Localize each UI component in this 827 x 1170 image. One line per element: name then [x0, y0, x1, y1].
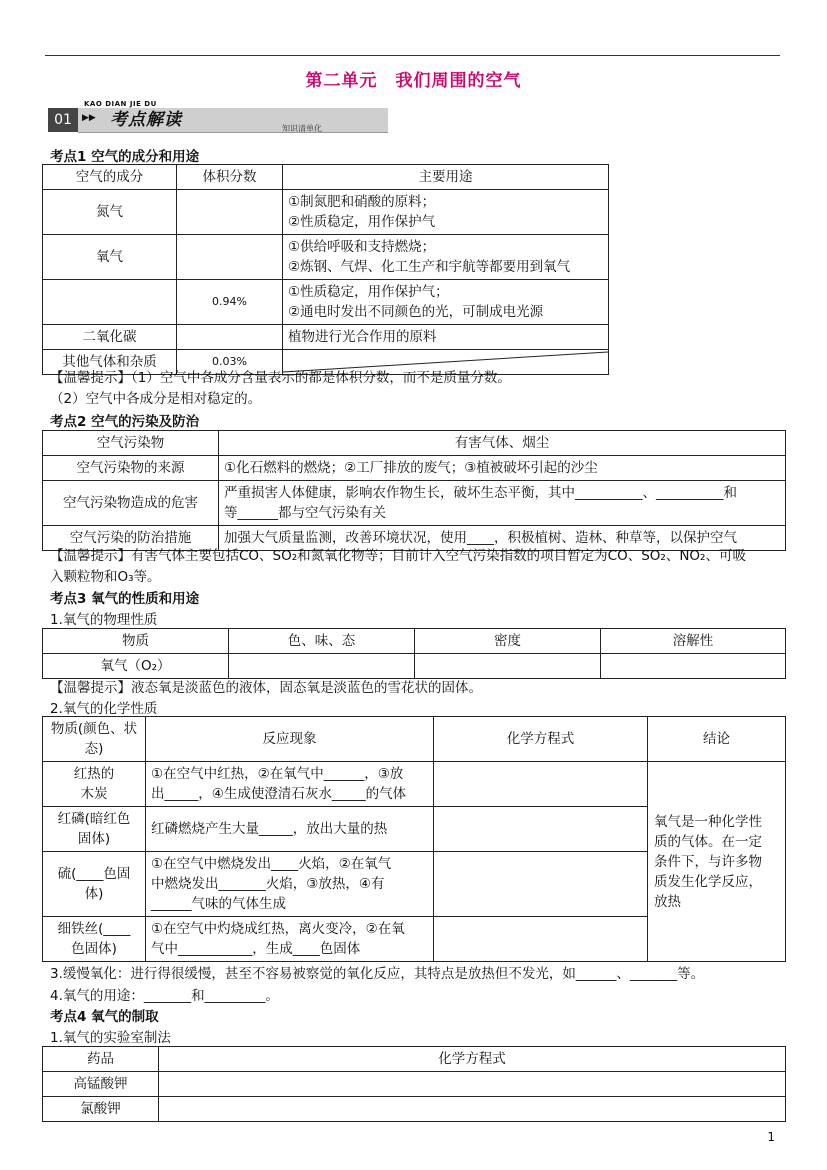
col-header: 主要用途	[283, 165, 609, 190]
k3-slow-oxidation: 3.缓慢氧化：进行得很缓慢，甚至不容易被察觉的氧化反应，其特点是放热但不发光，如______、_______等。	[50, 966, 705, 982]
col-header: 体积分数	[177, 165, 283, 190]
gas-name: 氧气	[43, 235, 177, 280]
equation-cell	[159, 1072, 786, 1097]
use-line: ①性质稳定，用作保护气；	[288, 284, 449, 300]
reagent-cell: 氯酸钾	[43, 1097, 159, 1122]
table-row	[43, 235, 609, 280]
phenomenon-line: ①在空气中红热，②在氧气中______，③放	[151, 766, 404, 782]
gas-name: 其他气体和杂质	[43, 350, 177, 375]
k2-tip2: 入颗粒物和O₃等。	[50, 569, 161, 585]
preparation-table	[42, 1046, 786, 1122]
equation-cell	[434, 852, 648, 917]
phenomenon-line: ______气味的气体生成	[151, 896, 286, 912]
row-label: 空气污染物	[43, 431, 219, 456]
equation-cell	[434, 762, 648, 807]
top-rule	[45, 55, 780, 56]
substance-line: 色固体)	[71, 941, 117, 957]
table-header-row	[43, 717, 786, 762]
table-header-row	[43, 165, 609, 190]
use-line: ①供给呼吸和支持燃烧；	[288, 239, 436, 255]
table-row	[43, 654, 786, 679]
gas-name: 氮气	[43, 190, 177, 235]
use-line: ②炼钢、气焊、化工生产和宇航等都要用到氧气	[288, 259, 571, 275]
equation-cell	[159, 1097, 786, 1122]
col-header: 化学方程式	[159, 1047, 786, 1072]
col-header: 溶解性	[601, 629, 786, 654]
col-header: 空气的成分	[43, 165, 177, 190]
row-label: 空气污染物造成的危害	[43, 481, 219, 526]
substance-line: 硫(____色固	[57, 866, 131, 882]
banner-underline	[78, 132, 388, 133]
table-row	[43, 325, 609, 350]
conclusion-line: 质发生化学反应，	[654, 873, 762, 890]
phenomenon-line: 气中___________，生成____色固体	[151, 941, 361, 957]
chemical-properties-table	[42, 716, 786, 962]
row-value: ①化石燃料的燃烧；②工厂排放的废气；③植被破坏引起的沙尘	[219, 456, 786, 481]
col-header: 结论	[648, 717, 786, 762]
table-row	[43, 431, 786, 456]
phenomenon-cell: 红磷燃烧产生大量_____，放出大量的热	[146, 807, 434, 852]
substance-line: 木炭	[80, 786, 108, 802]
k1-heading: 考点1 空气的成分和用途	[50, 149, 200, 165]
volume-fraction: 0.94%	[177, 280, 283, 325]
table-header-row	[43, 629, 786, 654]
use-line: ①制氮肥和硝酸的原料；	[288, 194, 436, 210]
k2-heading: 考点2 空气的污染及防治	[50, 414, 200, 430]
row-label: 空气污染物的来源	[43, 456, 219, 481]
substance-line: 红磷(暗红色	[57, 811, 131, 827]
volume-fraction: 0.03%	[177, 350, 283, 375]
table-row	[43, 1072, 786, 1097]
k4-sub1: 1.氧气的实验室制法	[50, 1030, 171, 1046]
col-header: 色、味、态	[229, 629, 415, 654]
phenomenon-cell	[146, 917, 434, 962]
reagent-cell: 高锰酸钾	[43, 1072, 159, 1097]
arrows-icon: ▶▶	[82, 113, 96, 123]
gas-name	[43, 280, 177, 325]
phenomenon-cell	[146, 852, 434, 917]
substance-cell	[43, 762, 146, 807]
page-title: 第二单元 我们周围的空气	[305, 71, 522, 91]
table-row	[43, 280, 609, 325]
physical-properties-table	[42, 628, 786, 679]
k3-sub2: 2.氧气的化学性质	[50, 701, 158, 717]
phenomenon-line: 出_____，④生成使澄清石灰水_____的气体	[151, 786, 407, 802]
gas-use	[283, 280, 609, 325]
conclusion-line: 条件下，与许多物	[654, 853, 762, 870]
col-header: 密度	[415, 629, 601, 654]
k3-sub1: 1.氧气的物理性质	[50, 612, 158, 628]
blank-cell	[415, 654, 601, 679]
gas-use: 植物进行光合作用的原料	[283, 325, 609, 350]
value-line: 等______都与空气污染有关	[224, 505, 386, 521]
substance-line: 体)	[84, 886, 104, 902]
substance-cell	[43, 852, 146, 917]
blank-cell	[229, 654, 415, 679]
banner-title: 考点解读	[110, 110, 182, 130]
row-value	[219, 481, 786, 526]
substance-cell	[43, 917, 146, 962]
banner-subtitle: 知识清单化	[282, 124, 322, 133]
conclusion-line: 氧气是一种化学性	[654, 813, 762, 830]
col-header: 药品	[43, 1047, 159, 1072]
phenomenon-line: ①在空气中燃烧发出____火焰，②在氧气	[151, 856, 392, 872]
phenomenon-line: ①在空气中灼烧成红热，离火变冷，②在氧	[151, 921, 405, 937]
volume-fraction	[177, 190, 283, 235]
substance-line: 红热的	[73, 766, 115, 782]
col-header: 物质(颜色、状态)	[43, 717, 146, 762]
row-label: 空气污染的防治措施	[43, 526, 219, 551]
phenomenon-cell	[146, 762, 434, 807]
k2-tip1: 【温馨提示】有害气体主要包括CO、SO₂和氮氧化物等；目前计入空气污染指数的项目暂定为CO、SO₂、NO₂、可吸	[50, 548, 746, 564]
use-line: ②通电时发出不同颜色的光，可制成电光源	[288, 304, 544, 320]
row-value: 有害气体、烟尘	[219, 431, 786, 456]
page-number: 1	[767, 1130, 775, 1144]
table-row	[43, 1097, 786, 1122]
k4-heading: 考点4 氧气的制取	[50, 1009, 159, 1025]
gas-use	[283, 235, 609, 280]
section-banner	[48, 100, 388, 140]
table-header-row	[43, 1047, 786, 1072]
banner-number: 01	[48, 108, 78, 132]
volume-fraction	[177, 235, 283, 280]
k3-uses: 4.氧气的用途：_______和_________。	[50, 988, 279, 1004]
substance-cell: 氧气（O₂）	[43, 654, 229, 679]
value-line: 严重损害人体健康，影响农作物生长，破坏生态平衡，其中__________、__________和	[224, 485, 737, 501]
k1-tip2: （2）空气中各成分是相对稳定的。	[50, 391, 262, 407]
pollution-table	[42, 430, 786, 551]
conclusion-cell	[648, 762, 786, 962]
table-row	[43, 190, 609, 235]
col-header: 物质	[43, 629, 229, 654]
conclusion-line: 质的气体。在一定	[654, 833, 762, 850]
substance-line: 固体)	[77, 831, 111, 847]
composition-table	[42, 164, 609, 375]
gas-use	[283, 190, 609, 235]
phenomenon-line: 中燃烧发出_______火焰，③放热，④有	[151, 876, 385, 892]
substance-cell	[43, 807, 146, 852]
use-line: ②性质稳定，用作保护气	[288, 214, 436, 230]
table-row	[43, 481, 786, 526]
col-header: 化学方程式	[434, 717, 648, 762]
row-value: 加强大气质量监测，改善环境状况，使用____，积极植树、造林、种草等，以保护空气	[219, 526, 786, 551]
gas-name: 二氧化碳	[43, 325, 177, 350]
k3-tip: 【温馨提示】液态氧是淡蓝色的液体，固态氧是淡蓝色的雪花状的固体。	[50, 680, 482, 696]
table-row	[43, 456, 786, 481]
volume-fraction	[177, 325, 283, 350]
k3-heading: 考点3 氧气的性质和用途	[50, 591, 200, 607]
col-header: 反应现象	[146, 717, 434, 762]
substance-line: 细铁丝(____	[57, 921, 131, 937]
blank-cell	[601, 654, 786, 679]
banner-pinyin: KAO DIAN JIE DU	[84, 100, 157, 108]
k1-tip1: 【温馨提示】（1）空气中各成分含量表示的都是体积分数，而不是质量分数。	[50, 370, 511, 386]
table-row	[43, 762, 786, 807]
conclusion-line: 放热	[654, 893, 681, 910]
equation-cell	[434, 807, 648, 852]
equation-cell	[434, 917, 648, 962]
